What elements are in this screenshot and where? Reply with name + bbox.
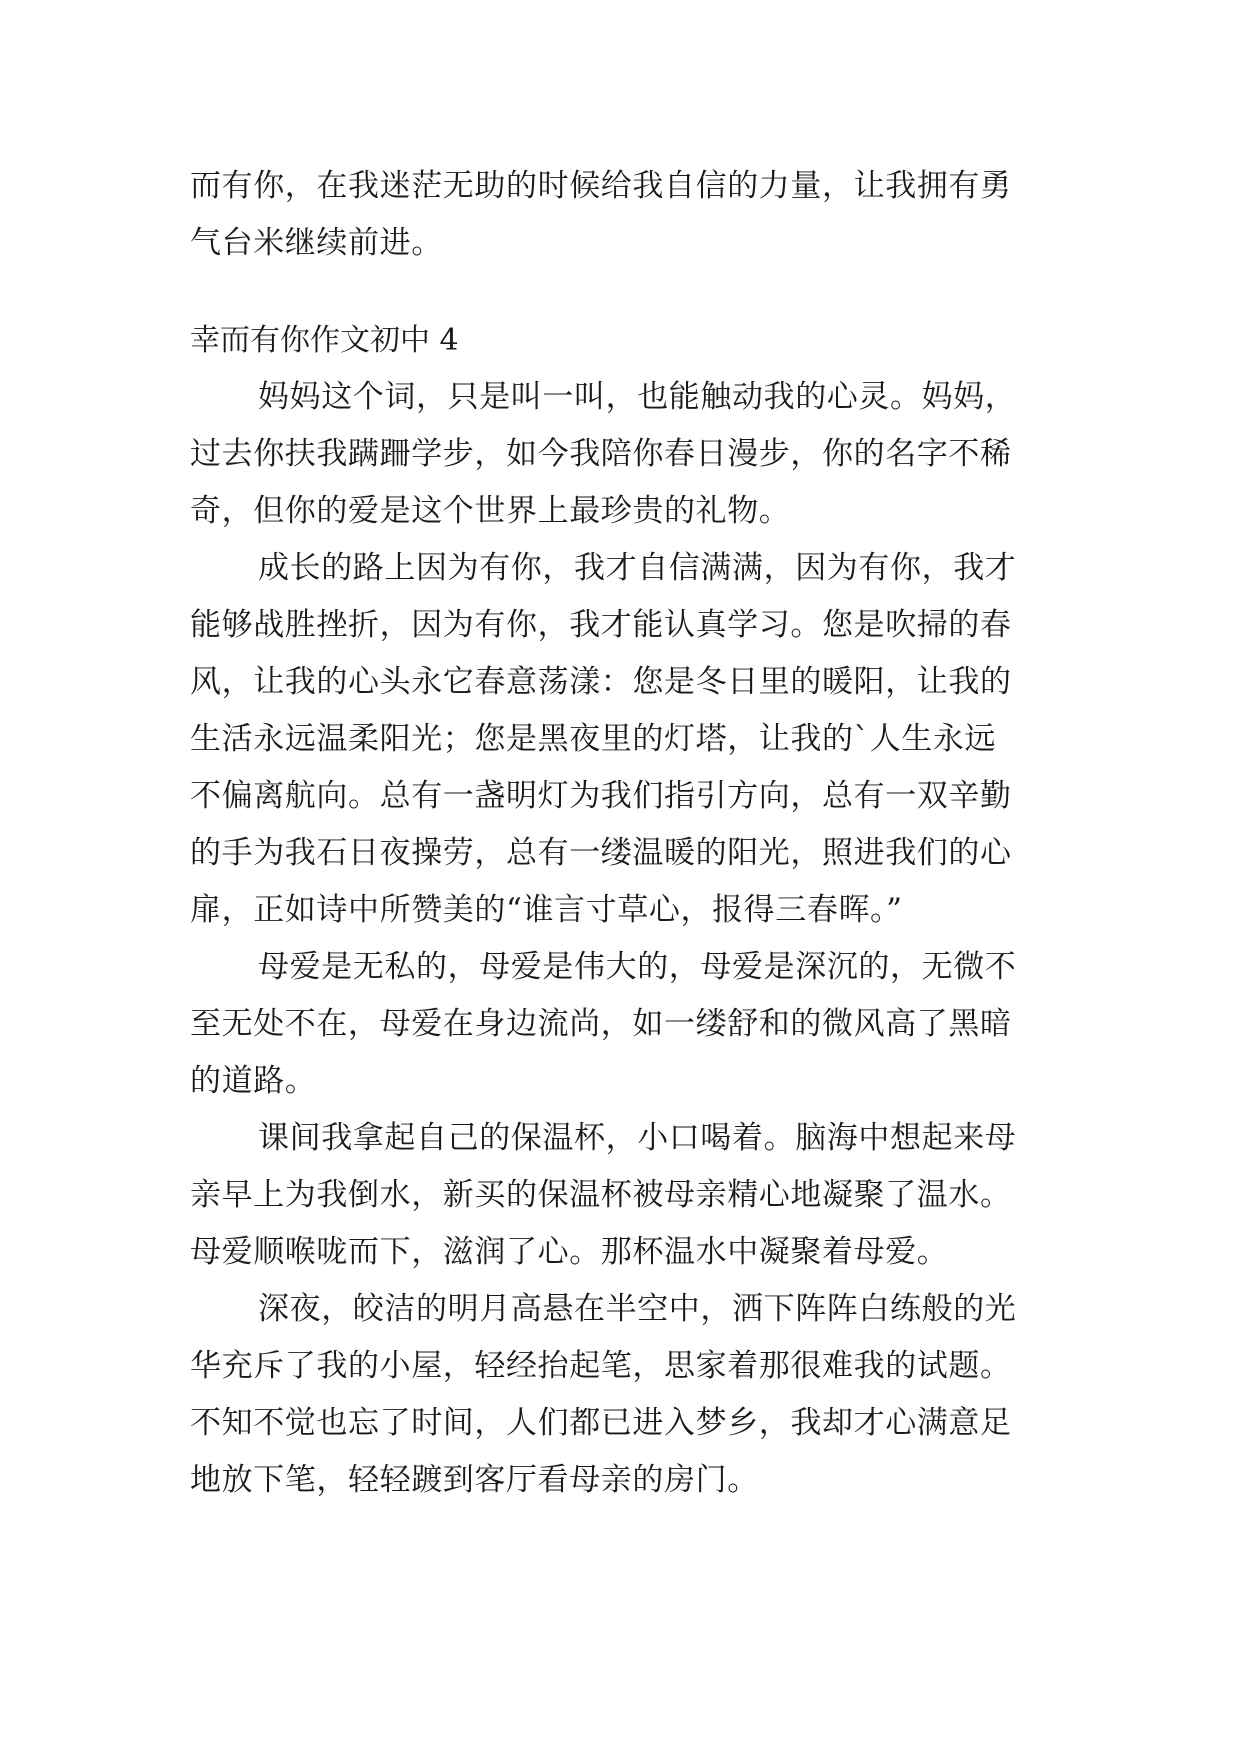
paragraph-1 bbox=[190, 369, 1065, 540]
text-line: 的手为我石日夜操劳，总有一缕温暖的阳光，照进我们的心 bbox=[190, 835, 1012, 871]
intro-paragraph bbox=[190, 158, 1065, 272]
text-line: 亲早上为我倒水，新买的保温杯被母亲精心地凝聚了温水。 bbox=[190, 1177, 1012, 1213]
text-line: 而有你，在我迷茫无助的时候给我自信的力量，让我拥有勇 bbox=[190, 168, 1012, 204]
paragraph-3 bbox=[190, 939, 1065, 1110]
text-line: 华充斥了我的小屋，轻经抬起笔，思家着那很难我的试题。 bbox=[190, 1348, 1012, 1384]
text-line: 母爱是无私的，母爱是伟大的，母爱是深沉的，无微不 bbox=[258, 949, 1017, 985]
text-line: 至无处不在，母爱在身边流尚，如一缕舒和的微风高了黑暗 bbox=[190, 1006, 1012, 1042]
paragraph-4 bbox=[190, 1110, 1065, 1281]
text-line: 成长的路上因为有你，我才自信满满，因为有你，我才 bbox=[258, 550, 1017, 586]
document-page bbox=[190, 158, 1065, 1509]
text-line: 生活永远温柔阳光；您是黑夜里的灯塔，让我的`人生永远 bbox=[190, 721, 997, 757]
text-line: 不知不觉也忘了时间，人们都已进入梦乡，我却才心满意足 bbox=[190, 1405, 1012, 1441]
paragraph-2 bbox=[190, 540, 1065, 939]
text-line: 课间我拿起自己的保温杯，小口喝着。脑海中想起来母 bbox=[258, 1120, 1017, 1156]
text-line: 不偏离航向。总有一盏明灯为我们指引方向，总有一双辛勤 bbox=[190, 778, 1012, 814]
text-line: 扉，正如诗中所赞美的“谁言寸草心，报得三春晖。” bbox=[190, 892, 903, 928]
paragraph-5 bbox=[190, 1281, 1065, 1509]
text-line: 气台米继续前进。 bbox=[190, 225, 443, 261]
text-line: 母爱顺喉咙而下，滋润了心。那杯温水中凝聚着母爱。 bbox=[190, 1234, 949, 1270]
text-line: 地放下笔，轻轻踱到客厅看母亲的房门。 bbox=[190, 1462, 759, 1498]
text-line: 能够战胜挫折，因为有你，我才能认真学习。您是吹掃的春 bbox=[190, 607, 1012, 643]
text-line: 妈妈这个词，只是叫一叫，也能触动我的心灵。妈妈， bbox=[258, 379, 1017, 415]
text-line: 的道路。 bbox=[190, 1063, 317, 1099]
text-line: 风，让我的心头永它春意荡漾：您是冬日里的暖阳，让我的 bbox=[190, 664, 1012, 700]
text-line: 奇，但你的爱是这个世界上最珍贵的礼物。 bbox=[190, 493, 791, 529]
text-line: 深夜，皎洁的明月高悬在半空中，洒下阵阵白练般的光 bbox=[258, 1291, 1017, 1327]
section-heading: 幸而有你作文初中 4 bbox=[190, 323, 459, 358]
text-line: 过去你扶我蹒跚学步，如今我陪你春日漫步，你的名字不稀 bbox=[190, 436, 1012, 472]
